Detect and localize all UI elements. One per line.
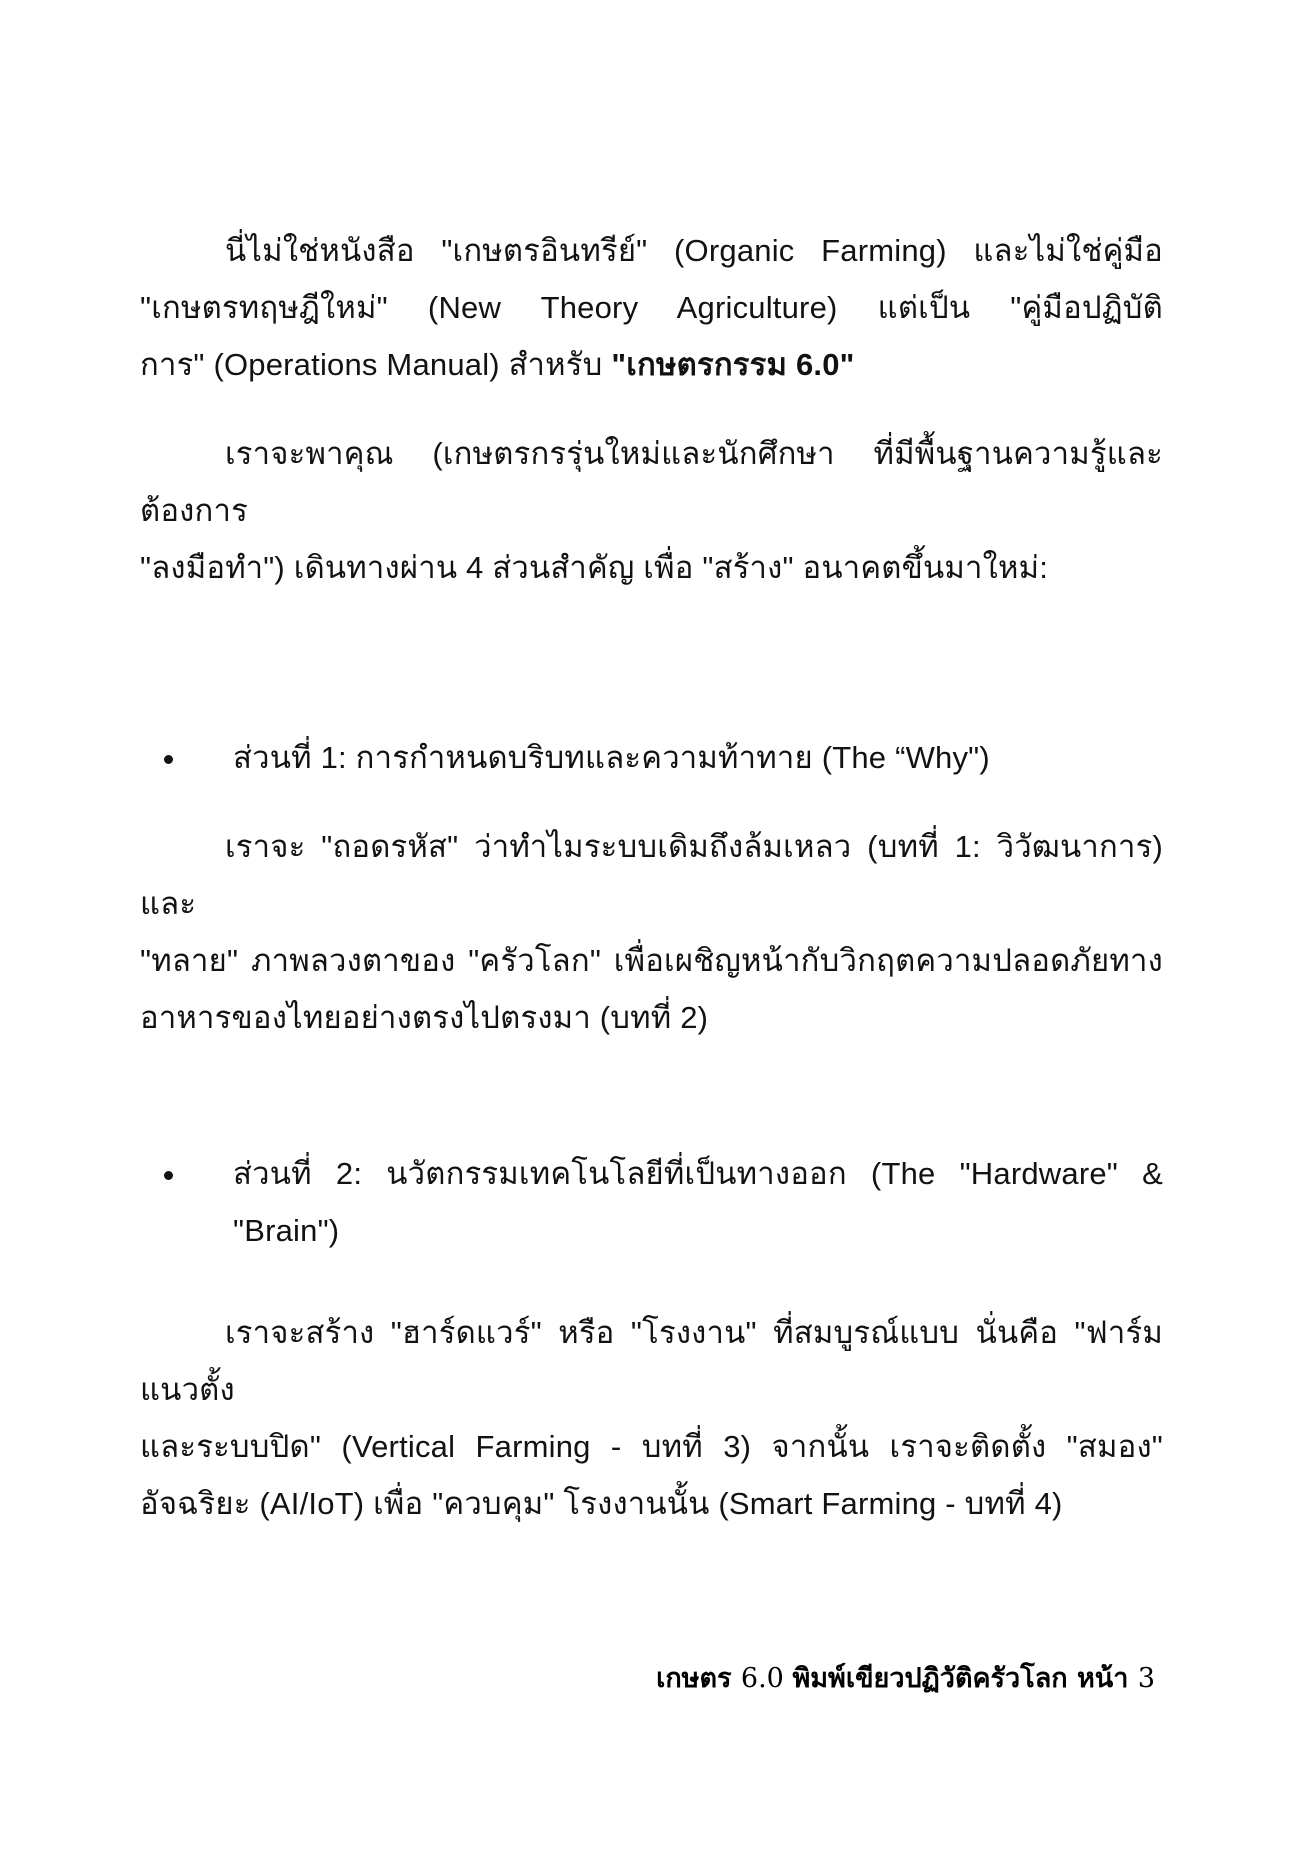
bold-text-segment: พิมพ์เขียวปฏิวัติครัวโลก หน้า — [792, 1663, 1138, 1694]
document-body — [140, 222, 1163, 1532]
text-segment: "ทลาย" ภาพลวงตาของ "ครัวโลก" เพื่อเผชิญหน้ากับวิกฤตความปลอดภัยทาง — [140, 943, 1163, 978]
text-segment: เราจะพาคุณ (เกษตรกรรุ่นใหม่และนักศึกษา ที่มีพื้นฐานความรู้และต้องการ — [140, 436, 1163, 528]
text-segment: อัจฉริยะ (AI/IoT) เพื่อ "ควบคุม" โรงงานนั้น (Smart Farming - บทที่ 4) — [140, 1486, 1063, 1521]
text-segment: ส่วนที่ 2: นวัตกรรมเทคโนโลยีที่เป็นทางออก (The "Hardware" & — [233, 1156, 1163, 1191]
text-line — [233, 1145, 1163, 1202]
text-segment: เราจะสร้าง "ฮาร์ดแวร์" หรือ "โรงงาน" ที่สมบูรณ์แบบ นั่นคือ "ฟาร์มแนวตั้ง — [140, 1315, 1163, 1407]
text-segment: ส่วนที่ 1: การกำหนดบริบทและความท้าทาย (The “Why") — [233, 740, 990, 775]
text-segment: อาหารของไทยอย่างตรงไปตรงมา (บทที่ 2) — [140, 1000, 709, 1035]
text-line — [140, 1304, 1163, 1418]
text-line — [140, 932, 1163, 989]
part-2-description — [140, 1304, 1163, 1532]
text-line — [140, 222, 1163, 279]
text-segment: "Brain") — [233, 1213, 340, 1248]
text-segment: "เกษตรทฤษฎีใหม่" (New Theory Agriculture) แต่เป็น "คู่มือปฏิบัติ — [140, 290, 1163, 325]
text-line — [233, 729, 1163, 786]
text-segment: 6.0 — [740, 1663, 793, 1694]
journey-paragraph — [140, 425, 1163, 596]
text-segment: การ" (Operations Manual) สำหรับ — [140, 347, 612, 382]
bullet-icon — [164, 1171, 173, 1180]
intro-paragraph — [140, 222, 1163, 393]
part-1-description — [140, 818, 1163, 1046]
text-line — [140, 279, 1163, 336]
text-segment: นี่ไม่ใช่หนังสือ "เกษตรอินทรีย์" (Organic Farming) และไม่ใช่คู่มือ — [225, 233, 1163, 268]
text-segment: และระบบปิด" (Vertical Farming - บทที่ 3) จากนั้น เราจะติดตั้ง "สมอง" — [140, 1429, 1163, 1464]
bold-text-segment: เกษตร — [656, 1663, 741, 1694]
text-line — [140, 818, 1163, 932]
bullet-icon — [164, 755, 173, 764]
text-segment: "ลงมือทำ") เดินทางผ่าน 4 ส่วนสำคัญ เพื่อ "สร้าง" อนาคตขึ้นมาใหม่: — [140, 550, 1049, 585]
page-footer — [656, 1662, 1155, 1696]
text-line — [140, 425, 1163, 539]
text-line — [140, 1475, 1163, 1532]
text-segment: เราจะ "ถอดรหัส" ว่าทำไมระบบเดิมถึงล้มเหลว (บทที่ 1: วิวัฒนาการ) และ — [140, 829, 1163, 921]
text-line — [140, 539, 1163, 596]
text-segment: 3 — [1137, 1663, 1155, 1694]
text-line — [140, 1418, 1163, 1475]
text-line — [140, 336, 1163, 393]
bold-text-segment: "เกษตรกรรม 6.0" — [611, 347, 855, 382]
part-2-bullet — [140, 1145, 1163, 1259]
text-line — [233, 1202, 1163, 1259]
text-line — [140, 989, 1163, 1046]
part-1-bullet — [140, 729, 1163, 786]
